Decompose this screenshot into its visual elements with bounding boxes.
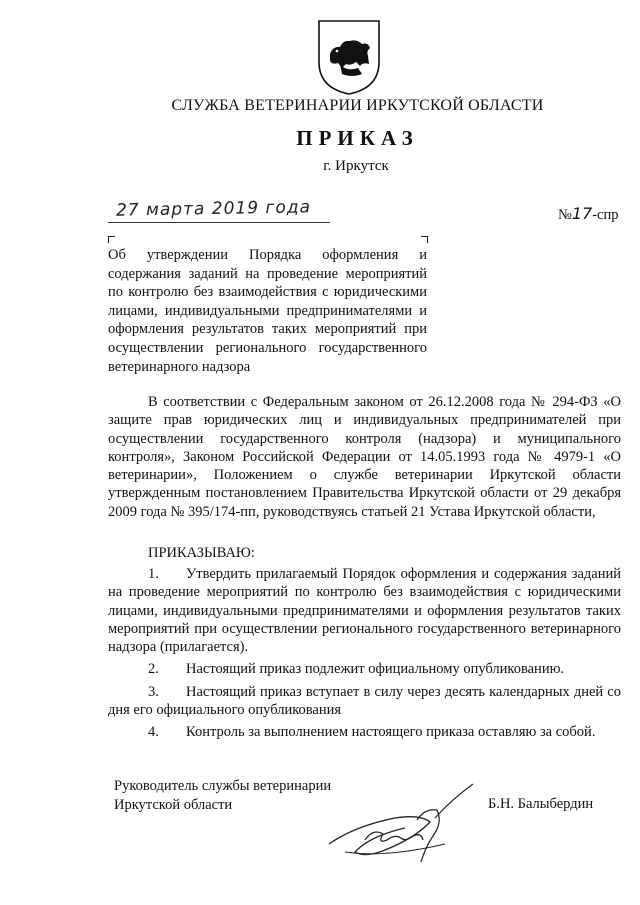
- order-subject: Об утверждении Порядка оформления и содержания заданий на проведение мероприятий по контролю без взаимодействия с юридическими лицами, индивидуальными предпринимателями и оформления результатов таких мероприятий при осуществлении регионального государственного ветеринарного надзора: [108, 247, 427, 375]
- order-items: [108, 565, 621, 746]
- item-number: 1.: [148, 566, 159, 582]
- item-text: Настоящий приказ подлежит официальному опубликованию.: [186, 661, 565, 678]
- number-prefix: №: [558, 207, 572, 223]
- number-suffix: -спр: [592, 207, 619, 223]
- item-number: 3.: [148, 683, 159, 700]
- order-item: [108, 660, 621, 678]
- document-type: ПРИКАЗ: [296, 126, 419, 150]
- subject-bracket-left: [108, 236, 115, 243]
- item-number: 2.: [148, 661, 159, 678]
- handwritten-date: 27 марта 2019 года: [115, 197, 312, 221]
- signer-title: [114, 777, 331, 815]
- item-text: Настоящий приказ вступает в силу через десять календарных дней со дня его официального опубликования: [108, 683, 621, 719]
- order-item: [108, 723, 621, 741]
- subject-bracket-right: [421, 236, 428, 243]
- number-handwritten: 17: [571, 204, 593, 223]
- city-line: г. Иркутск: [323, 158, 389, 174]
- signer-title-line2: Иркутской области: [114, 797, 233, 813]
- organization-title: СЛУЖБА ВЕТЕРИНАРИИ ИРКУТСКОЙ ОБЛАСТИ: [171, 97, 544, 114]
- signer-title-line1: Руководитель службы ветеринарии: [114, 778, 332, 794]
- signer-name: Б.Н. Балыбердин: [488, 796, 594, 812]
- order-item: [108, 565, 621, 656]
- coat-of-arms-icon: [316, 18, 382, 96]
- date-underline: [108, 222, 330, 223]
- order-item: [108, 683, 621, 720]
- preamble-paragraph: В соответствии с Федеральным законом от 26.12.2008 года № 294-ФЗ «О защите прав юридических лиц и индивидуальных предпринимателей при осуществлении государственного контроля (надзора) и муниципального контроля», Законом Российской Федерации от 14.05.1993 года № 4979-1 «О ветеринарии», Положением о службе ветеринарии Иркутской области утвержденным постановлением Правительства Иркутской области от 29 декабря 2009 года № 395/174-пп, руководствуясь статьей 21 Устава Иркутской области,: [108, 394, 621, 520]
- item-number: 4.: [148, 724, 159, 741]
- item-text: Утвердить прилагаемый Порядок оформления и содержания заданий на проведение мероприятий по контролю без взаимодействия с юридическими лицами, индивидуальными предпринимателями и оформления результатов таких мероприятий при осуществлении регионального государственного ветеринарного надзора (прилагается).: [108, 566, 621, 656]
- order-number: [558, 204, 618, 224]
- handwritten-signature-icon: [325, 778, 480, 868]
- order-word: ПРИКАЗЫВАЮ:: [148, 545, 255, 561]
- item-text: Контроль за выполнением настоящего приказа оставляю за собой.: [186, 724, 596, 741]
